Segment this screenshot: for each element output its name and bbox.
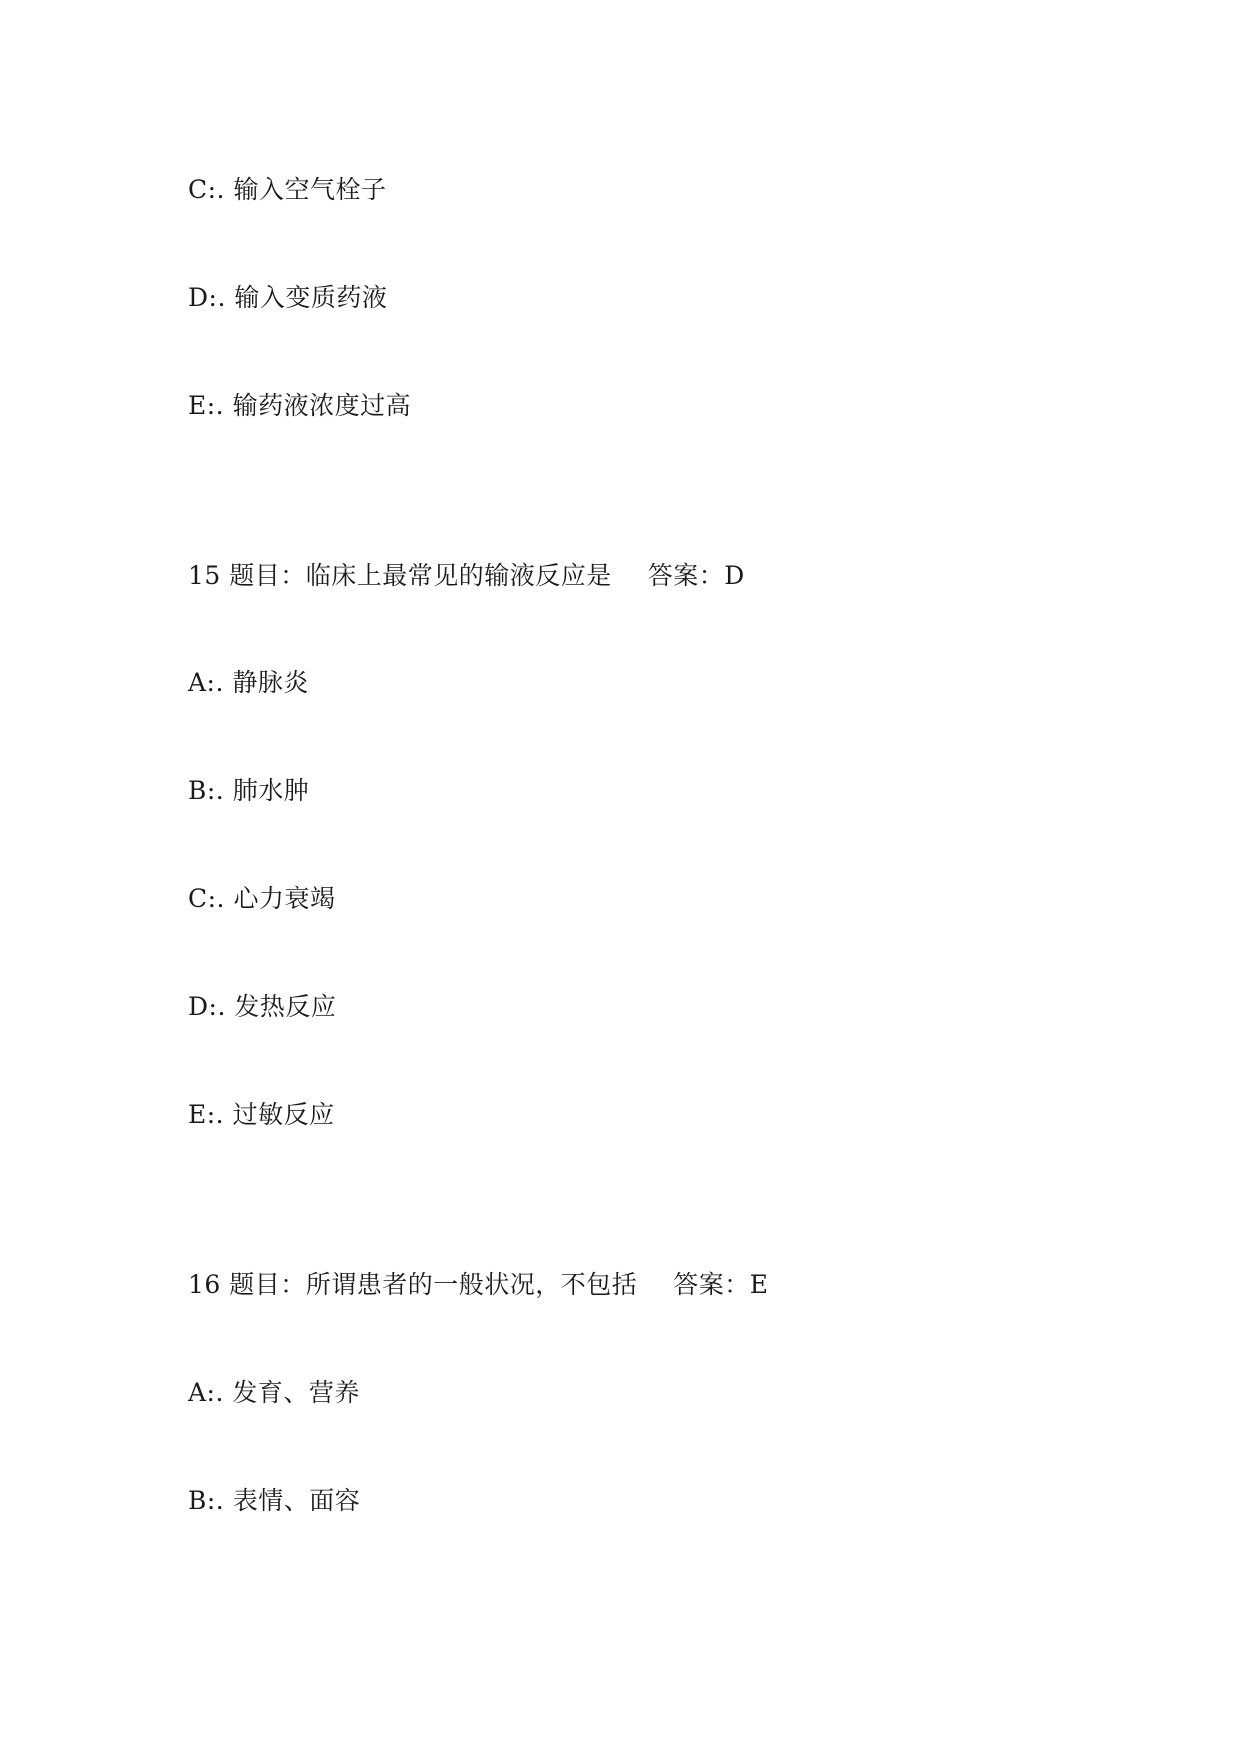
option-d: D:. 输入变质药液 [188,283,388,312]
question-text: 16 题目：所谓患者的一般状况，不包括 [188,1270,638,1299]
question-15-title [188,561,745,591]
option-e: E:. 输药液浓度过高 [188,391,412,420]
option-c: C:. 输入空气栓子 [188,175,387,204]
question-16-title [188,1270,769,1300]
answer-label: 答案：D [647,561,745,590]
question-15-option-b: B:. 肺水肿 [188,776,310,805]
question-15-option-e: E:. 过敏反应 [188,1100,335,1129]
question-text: 15 题目：临床上最常见的输液反应是 [188,561,612,590]
question-15-option-d: D:. 发热反应 [188,992,337,1021]
question-16-option-a: A:. 发育、营养 [188,1378,360,1407]
question-16-option-b: B:. 表情、面容 [188,1486,361,1515]
question-15-option-a: A:. 静脉炎 [188,668,309,697]
question-15-option-c: C:. 心力衰竭 [188,884,336,913]
answer-label: 答案：E [673,1270,769,1299]
